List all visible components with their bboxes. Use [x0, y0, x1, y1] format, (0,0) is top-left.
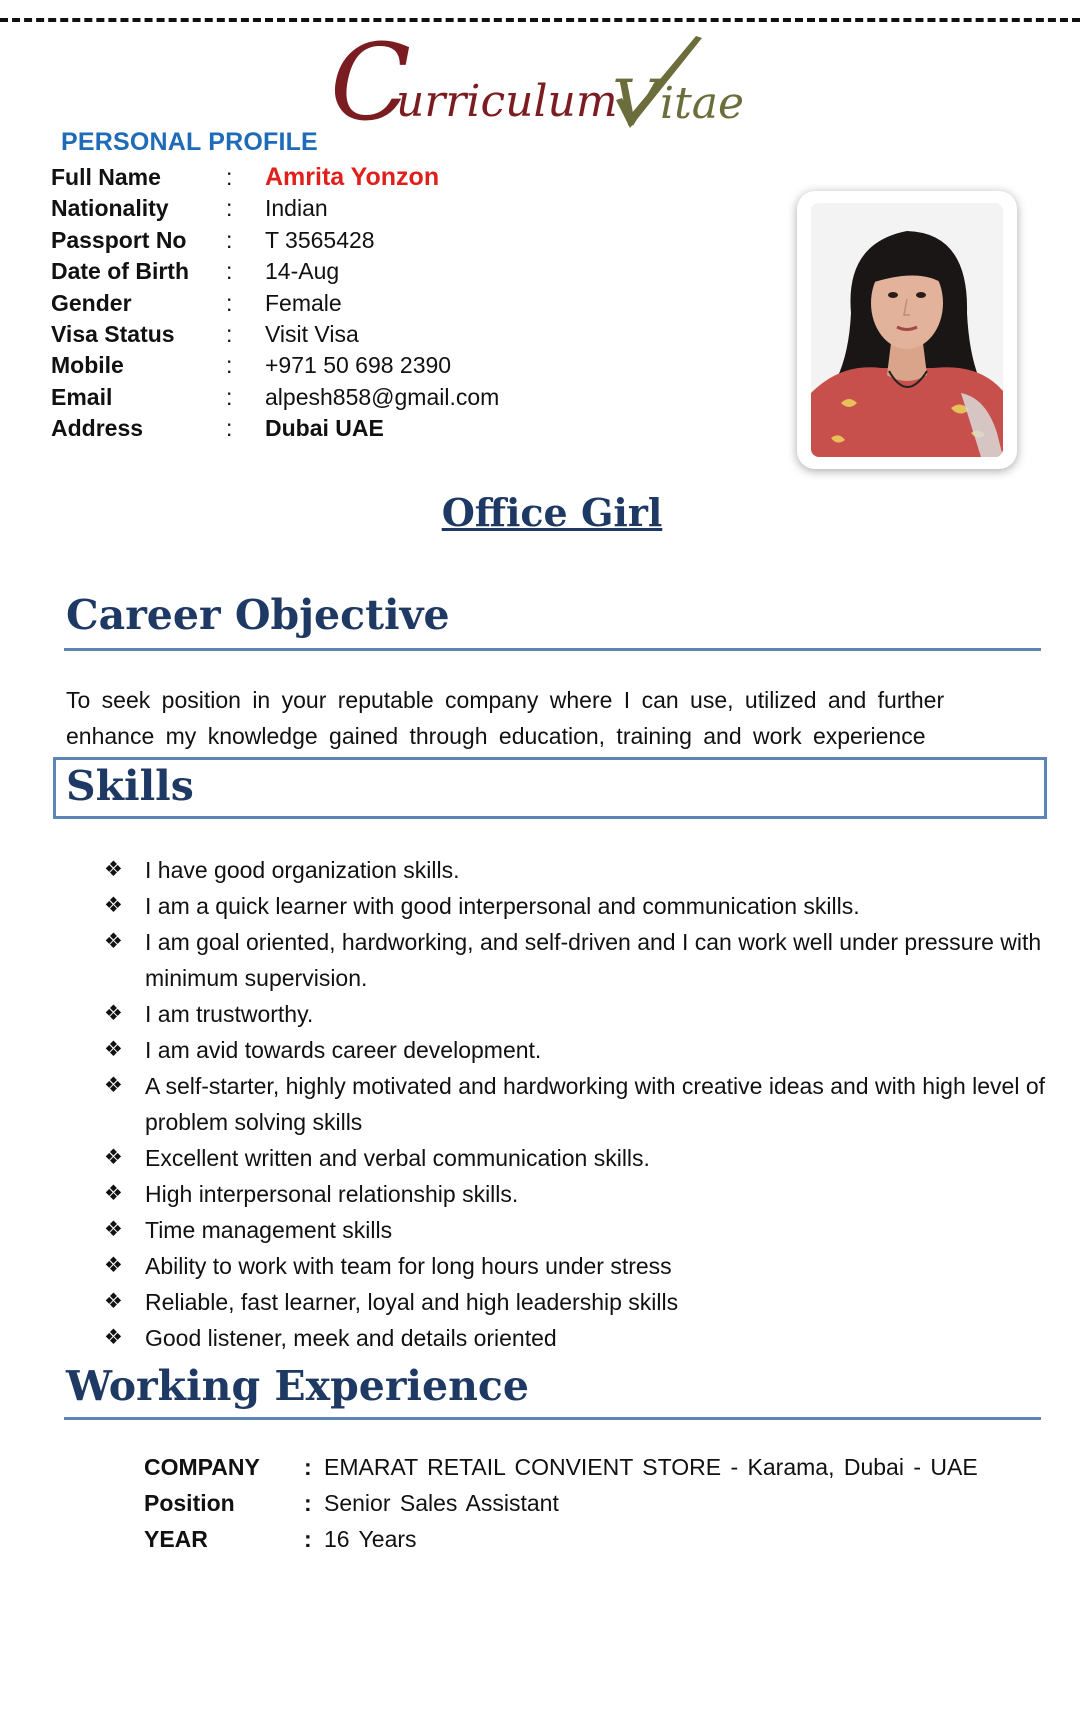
experience-label: YEAR [144, 1526, 208, 1552]
logo-letter-v: V [612, 67, 659, 141]
skills-heading: Skills [66, 762, 194, 810]
working-experience-rule [64, 1417, 1041, 1420]
diamond-bullet-icon: ❖ [104, 1038, 123, 1061]
working-experience-table [144, 1454, 1044, 1562]
year-value: 16 Years [324, 1526, 417, 1552]
diamond-bullet-icon: ❖ [104, 858, 123, 881]
skill-text: Time management skills [145, 1217, 393, 1243]
gender-value: Female [265, 289, 342, 316]
skill-text: Excellent written and verbal communication skills. [145, 1145, 650, 1171]
personal-profile-heading: PERSONAL PROFILE [61, 128, 318, 156]
logo-word-urriculum: urriculum [396, 76, 618, 127]
profile-row-full-name [51, 164, 751, 195]
profile-label: Gender [51, 289, 132, 316]
skill-text: I am avid towards career development. [145, 1037, 542, 1063]
profile-label: Passport No [51, 226, 187, 253]
experience-colon: : [304, 1454, 312, 1480]
profile-row-passport [51, 227, 751, 258]
list-item [100, 852, 1050, 888]
profile-colon: : [226, 258, 233, 285]
profile-row-mobile [51, 352, 751, 383]
address-value: Dubai UAE [265, 415, 384, 442]
list-item [100, 1284, 1050, 1320]
list-item [100, 1176, 1050, 1212]
career-objective-rule [64, 648, 1041, 651]
skills-heading-box [53, 757, 1047, 819]
nationality-value: Indian [265, 195, 328, 222]
experience-row-year [144, 1526, 1044, 1562]
diamond-bullet-icon: ❖ [104, 1146, 123, 1169]
skill-text: I am a quick learner with good interpersonal and communication skills. [145, 893, 860, 919]
curriculum-vitae-logo [330, 21, 750, 150]
email-value: alpesh858@gmail.com [265, 383, 500, 410]
list-item [100, 1320, 1050, 1356]
experience-row-company [144, 1454, 1044, 1490]
mobile-value: +971 50 698 2390 [265, 352, 452, 379]
diamond-bullet-icon: ❖ [104, 1182, 123, 1205]
personal-profile-table [51, 164, 751, 447]
skill-text: High interpersonal relationship skills. [145, 1181, 519, 1207]
profile-colon: : [226, 289, 233, 316]
logo-letter-c: C [330, 21, 412, 144]
profile-row-email [51, 384, 751, 415]
profile-row-address [51, 415, 751, 446]
profile-label: Email [51, 383, 113, 410]
career-objective-heading: Career Objective [66, 591, 450, 639]
person-portrait-icon [811, 203, 1003, 457]
list-item [100, 888, 1050, 924]
skill-text: Reliable, fast learner, loyal and high leadership skills [145, 1289, 679, 1315]
visa-value: Visit Visa [265, 320, 359, 347]
profile-label: Address [51, 415, 144, 442]
position-value: Senior Sales Assistant [324, 1490, 559, 1516]
skill-text: A self-starter, highly motivated and hardworking with creative ideas and with high level of problem solving skills [145, 1073, 1046, 1135]
list-item [100, 924, 1050, 996]
job-title: Office Girl [441, 490, 663, 535]
skill-text: I am goal oriented, hardworking, and self-driven and I can work well under pressure with minimum supervision. [145, 929, 1042, 991]
profile-label: Visa Status [51, 320, 175, 347]
profile-colon: : [226, 164, 233, 190]
dashed-top-border [0, 18, 1080, 22]
diamond-bullet-icon: ❖ [104, 1218, 123, 1241]
skill-text: Ability to work with team for long hours under stress [145, 1253, 672, 1279]
passport-value: T 3565428 [265, 226, 375, 253]
diamond-bullet-icon: ❖ [104, 930, 123, 953]
logo-word-itae: itae [660, 78, 745, 129]
profile-label: Date of Birth [51, 258, 189, 285]
profile-photo [811, 203, 1003, 457]
profile-row-dob [51, 258, 751, 289]
profile-colon: : [226, 320, 233, 347]
diamond-bullet-icon: ❖ [104, 1074, 123, 1097]
company-value: EMARAT RETAIL CONVIENT STORE - Karama, Dubai - UAE [324, 1454, 978, 1480]
profile-label: Mobile [51, 352, 124, 379]
experience-row-position [144, 1490, 1044, 1526]
experience-colon: : [304, 1490, 312, 1516]
dob-value: 14-Aug [265, 258, 340, 285]
career-objective-text: To seek position in your reputable company where I can use, utilized and further enhance my knowledge gained through education, training and work experience [66, 687, 945, 749]
list-item [100, 1140, 1050, 1176]
experience-label: COMPANY [144, 1454, 260, 1480]
experience-colon: : [304, 1526, 312, 1552]
diamond-bullet-icon: ❖ [104, 894, 123, 917]
diamond-bullet-icon: ❖ [104, 1254, 123, 1277]
profile-colon: : [226, 415, 233, 442]
skill-text: I am trustworthy. [145, 1001, 314, 1027]
list-item [100, 1212, 1050, 1248]
list-item [100, 996, 1050, 1032]
diamond-bullet-icon: ❖ [104, 1326, 123, 1349]
profile-label: Full Name [51, 164, 161, 190]
profile-row-gender [51, 290, 751, 321]
list-item [100, 1032, 1050, 1068]
profile-colon: : [226, 226, 233, 253]
profile-row-visa [51, 321, 751, 352]
list-item [100, 1248, 1050, 1284]
skill-text: I have good organization skills. [145, 857, 460, 883]
profile-colon: : [226, 352, 233, 379]
profile-label: Nationality [51, 195, 169, 222]
profile-colon: : [226, 195, 233, 222]
full-name-value: Amrita Yonzon [265, 163, 440, 191]
profile-photo-frame [797, 191, 1017, 469]
diamond-bullet-icon: ❖ [104, 1290, 123, 1313]
working-experience-heading: Working Experience [66, 1362, 529, 1410]
skill-text: Good listener, meek and details oriented [145, 1325, 557, 1351]
profile-colon: : [226, 383, 233, 410]
diamond-bullet-icon: ❖ [104, 1002, 123, 1025]
list-item [100, 1068, 1050, 1140]
skills-list [100, 852, 1050, 1356]
experience-label: Position [144, 1490, 235, 1516]
profile-row-nationality [51, 195, 751, 226]
